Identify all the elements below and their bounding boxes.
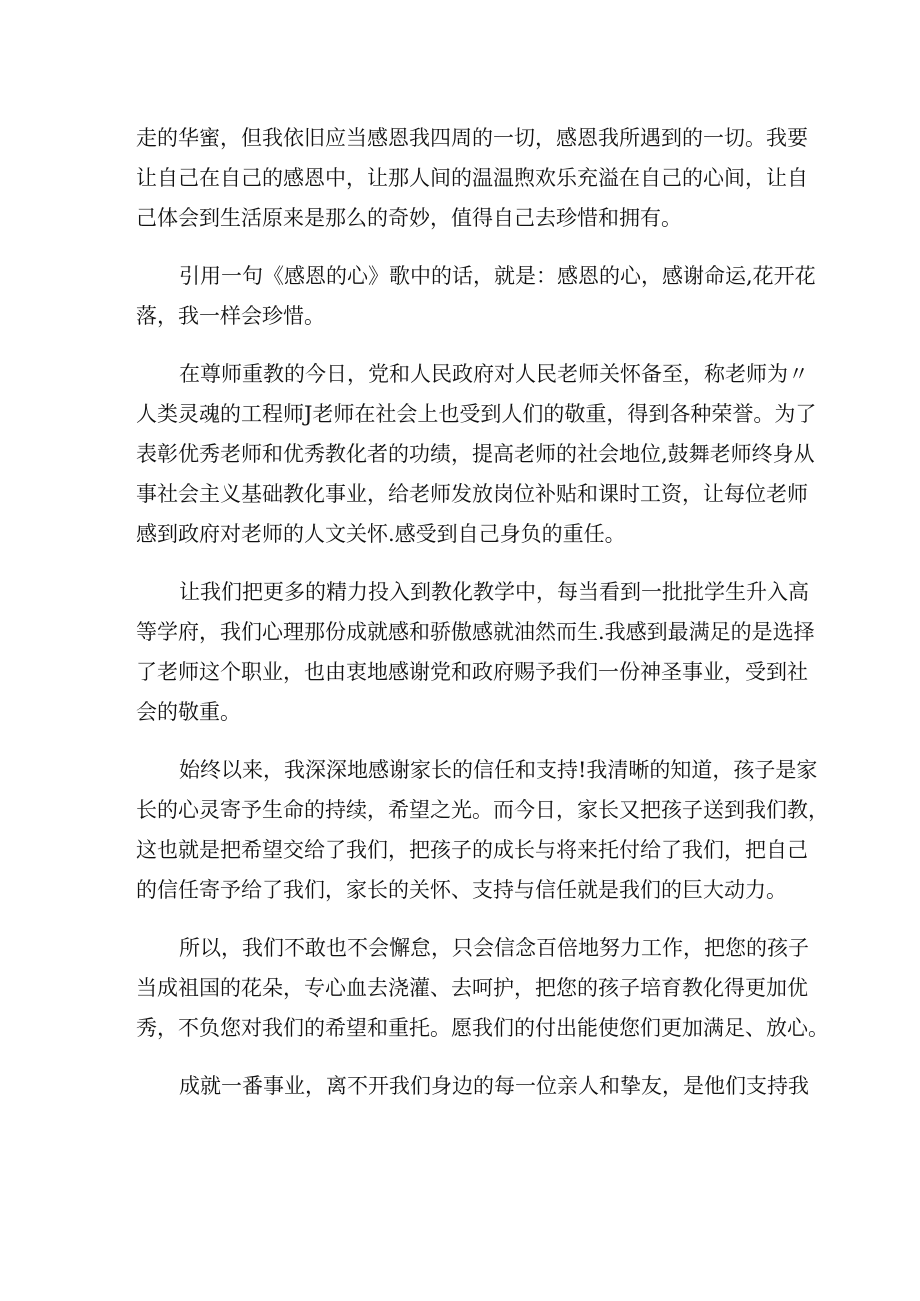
text-line: 己体会到生活原来是那么的奇妙，值得自己去珍惜和拥有。 [136,206,682,230]
text-line: 表彰优秀老师和优秀教化者的功绩，提高老师的社会地位,鼓舞老师终身从 [136,442,815,466]
text-line: 落，我一样会珍惜。 [136,304,325,328]
text-line: 长的心灵寄予生命的持续，希望之光。而今日，家长又把孩子送到我们教， [136,798,829,822]
text-line: 会的敬重。 [136,700,241,724]
text-line: 走的华蜜，但我依旧应当感恩我四周的一切，感恩我所遇到的一切。我要 [136,126,808,150]
text-line: 感到政府对老师的人文关怀.感受到自己身负的重任。 [136,522,626,546]
paragraph-6 [136,928,829,1048]
text-line: 让我们把更多的精力投入到教化教学中，每当看到一批批学生升入高 [179,580,809,604]
text-line: 了老师这个职业，也由衷地感谢党和政府赐予我们一份神圣事业，受到社 [136,660,808,684]
paragraph-3 [136,354,817,554]
text-line: 人类灵魂的工程师J老师在社会上也受到人们的敬重，得到各种荣誉。为了 [136,402,817,426]
paragraph-5 [136,750,829,910]
text-line: 的信任寄予给了我们，家长的关怀、支持与信任就是我们的巨大动力。 [136,878,787,902]
text-line: 始终以来，我深深地感谢家长的信任和支持!我清晰的知道，孩子是家 [179,758,818,782]
paragraph-4 [136,572,815,732]
text-line: 成就一番事业，离不开我们身边的每一位亲人和挚友，是他们支持我 [179,1074,809,1098]
paragraph-1 [136,118,808,238]
paragraph-7 [136,1066,809,1106]
text-line: 在尊师重教的今日，党和人民政府对人民老师关怀备至，称老师为〃 [179,362,809,386]
text-line: 引用一句《感恩的心》歌中的话，就是：感恩的心，感谢命运,花开花 [179,264,816,288]
text-line: 事社会主义基础教化事业，给老师发放岗位补贴和课时工资，让每位老师 [136,482,808,506]
text-line: 这也就是把希望交给了我们，把孩子的成长与将来托付给了我们，把自己 [136,838,808,862]
text-line: 等学府，我们心理那份成就感和骄傲感就油然而生.我感到最满足的是选择 [136,620,815,644]
paragraph-2 [136,256,816,336]
text-line: 所以，我们不敢也不会懈怠，只会信念百倍地努力工作，把您的孩子 [179,936,809,960]
text-line: 秀，不负您对我们的希望和重托。愿我们的付出能使您们更加满足、放心。 [136,1016,829,1040]
text-line: 当成祖国的花朵，专心血去浇灌、去呵护，把您的孩子培育教化得更加优 [136,976,808,1000]
document-body [136,118,829,1124]
text-line: 让自己在自己的感恩中，让那人间的温温煦欢乐充溢在自己的心间，让自 [136,166,808,190]
